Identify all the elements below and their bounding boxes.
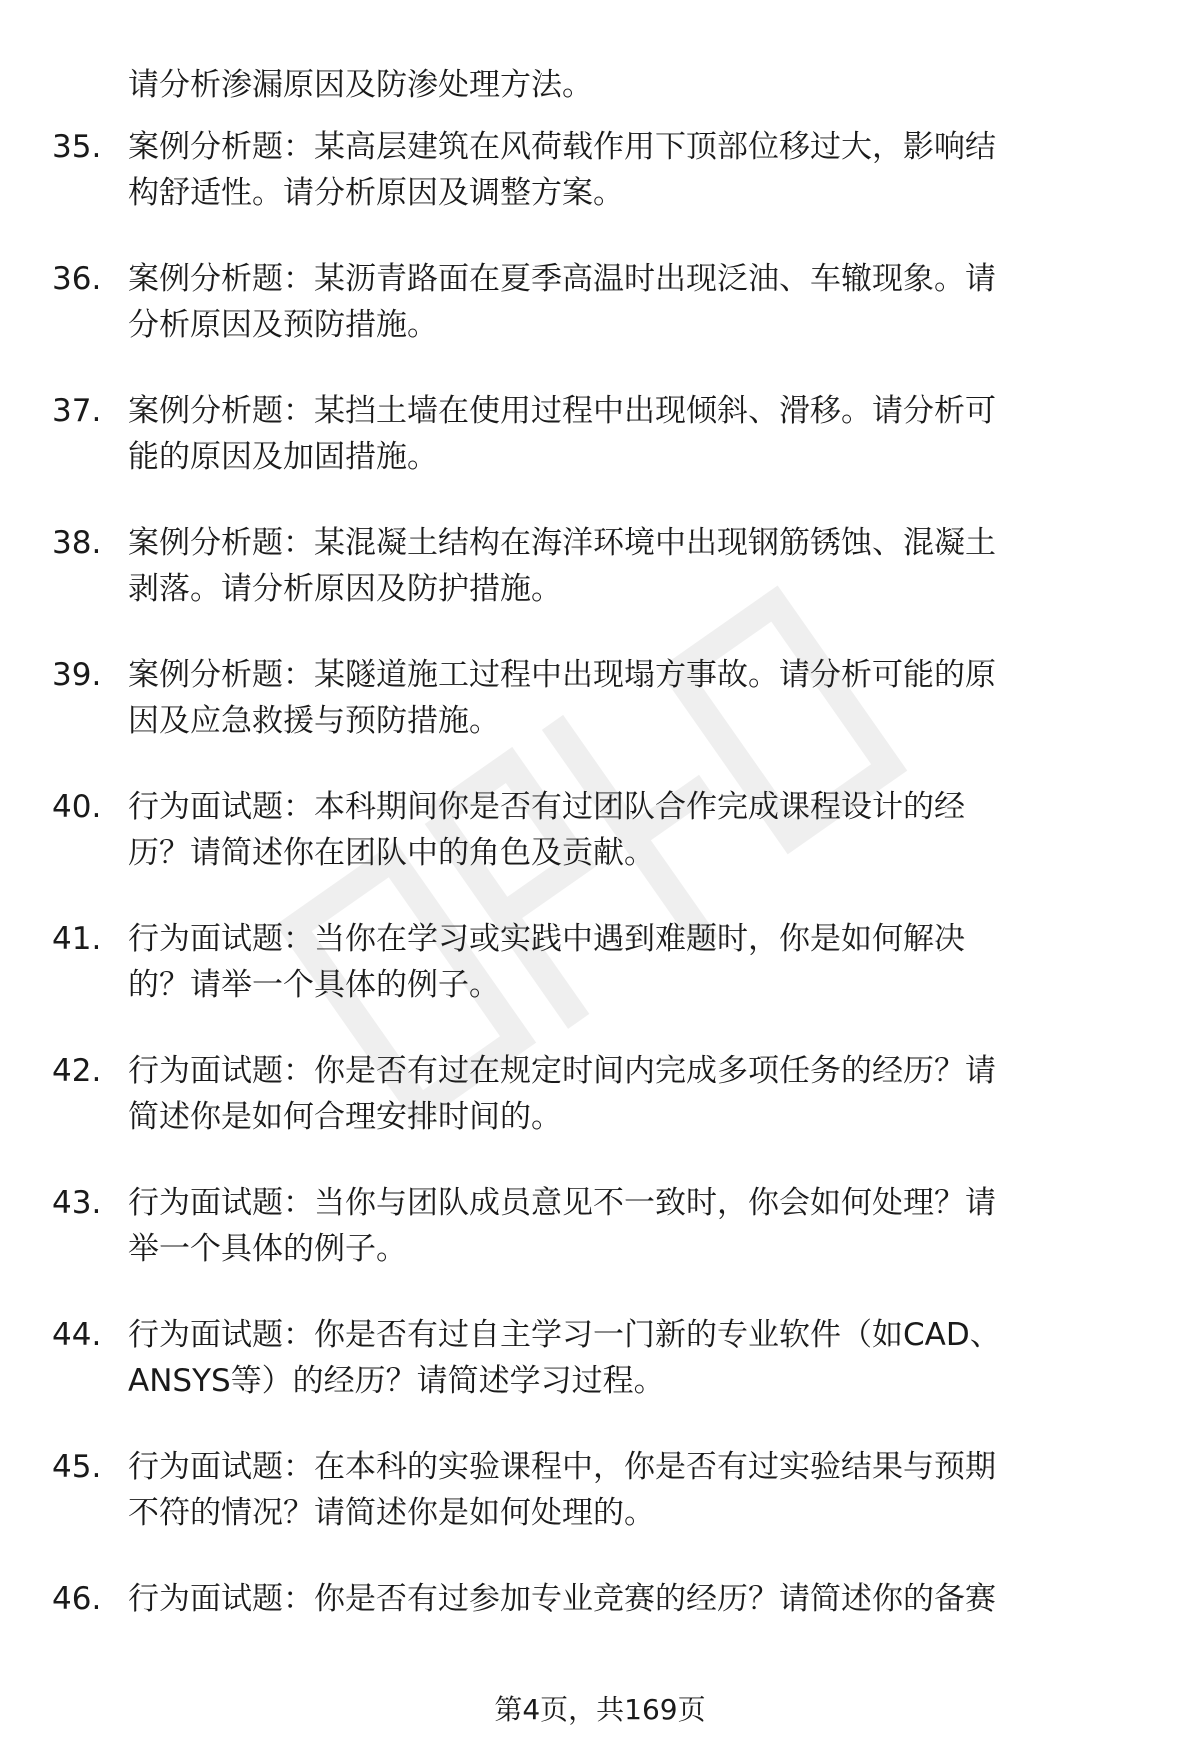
question-item [0, 652, 1200, 784]
question-number: 46. [52, 1581, 102, 1617]
question-line: 行为面试题：你是否有过在规定时间内完成多项任务的经历？请 [128, 1053, 996, 1089]
question-number: 42. [52, 1053, 102, 1089]
question-item [0, 388, 1200, 520]
question-text [128, 388, 1138, 480]
question-number: 43. [52, 1185, 102, 1221]
question-number: 36. [52, 261, 102, 297]
question-line: 案例分析题：某挡土墙在使用过程中出现倾斜、滑移。请分析可 [128, 393, 996, 429]
question-item [0, 520, 1200, 652]
question-line: 历？请简述你在团队中的角色及贡献。 [128, 835, 655, 871]
question-item [0, 1048, 1200, 1180]
continued-text: 请分析渗漏原因及防渗处理方法。 [128, 67, 593, 103]
question-text [128, 1180, 1138, 1272]
question-item [0, 1576, 1200, 1708]
question-text [128, 652, 1138, 744]
question-item [0, 784, 1200, 916]
question-number: 45. [52, 1449, 102, 1485]
question-line: 的？请举一个具体的例子。 [128, 967, 500, 1003]
question-text [128, 1576, 1138, 1622]
question-line: 行为面试题：你是否有过自主学习一门新的专业软件（如CAD、 [128, 1317, 1001, 1353]
question-line: 举一个具体的例子。 [128, 1231, 407, 1267]
question-text [128, 1312, 1138, 1404]
question-line: 案例分析题：某隧道施工过程中出现塌方事故。请分析可能的原 [128, 657, 996, 693]
question-item [0, 1444, 1200, 1576]
question-item [0, 124, 1200, 256]
question-text [128, 1048, 1138, 1140]
question-line: 行为面试题：当你在学习或实践中遇到难题时，你是如何解决 [128, 921, 965, 957]
question-number: 38. [52, 525, 102, 561]
question-line: 因及应急救援与预防措施。 [128, 703, 500, 739]
question-line: 不符的情况？请简述你是如何处理的。 [128, 1495, 655, 1531]
question-line: 剥落。请分析原因及防护措施。 [128, 571, 562, 607]
question-number: 41. [52, 921, 102, 957]
question-line: 分析原因及预防措施。 [128, 307, 438, 343]
question-item [0, 256, 1200, 388]
question-line: 行为面试题：本科期间你是否有过团队合作完成课程设计的经 [128, 789, 965, 825]
question-line: 能的原因及加固措施。 [128, 439, 438, 475]
question-line: 案例分析题：某沥青路面在夏季高温时出现泛油、车辙现象。请 [128, 261, 996, 297]
question-list [0, 124, 1200, 1708]
question-number: 44. [52, 1317, 102, 1353]
page-number: 第4页，共169页 [494, 1693, 706, 1726]
question-text [128, 1444, 1138, 1536]
question-line: 构舒适性。请分析原因及调整方案。 [128, 175, 624, 211]
question-line: 案例分析题：某高层建筑在风荷载作用下顶部位移过大，影响结 [128, 129, 996, 165]
question-number: 39. [52, 657, 102, 693]
question-number: 37. [52, 393, 102, 429]
question-text [128, 124, 1138, 216]
question-line: ANSYS等）的经历？请简述学习过程。 [128, 1363, 665, 1399]
question-number: 40. [52, 789, 102, 825]
question-number: 35. [52, 129, 102, 165]
question-text [128, 916, 1138, 1008]
question-text [128, 784, 1138, 876]
question-item [0, 1312, 1200, 1444]
question-item [0, 916, 1200, 1048]
question-line: 行为面试题：在本科的实验课程中，你是否有过实验结果与预期 [128, 1449, 996, 1485]
question-line: 案例分析题：某混凝土结构在海洋环境中出现钢筋锈蚀、混凝土 [128, 525, 996, 561]
question-line: 行为面试题：当你与团队成员意见不一致时，你会如何处理？请 [128, 1185, 996, 1221]
question-line: 行为面试题：你是否有过参加专业竞赛的经历？请简述你的备赛 [128, 1581, 996, 1617]
question-line: 简述你是如何合理安排时间的。 [128, 1099, 562, 1135]
question-text [128, 256, 1138, 348]
question-item [0, 1180, 1200, 1312]
question-text [128, 520, 1138, 612]
